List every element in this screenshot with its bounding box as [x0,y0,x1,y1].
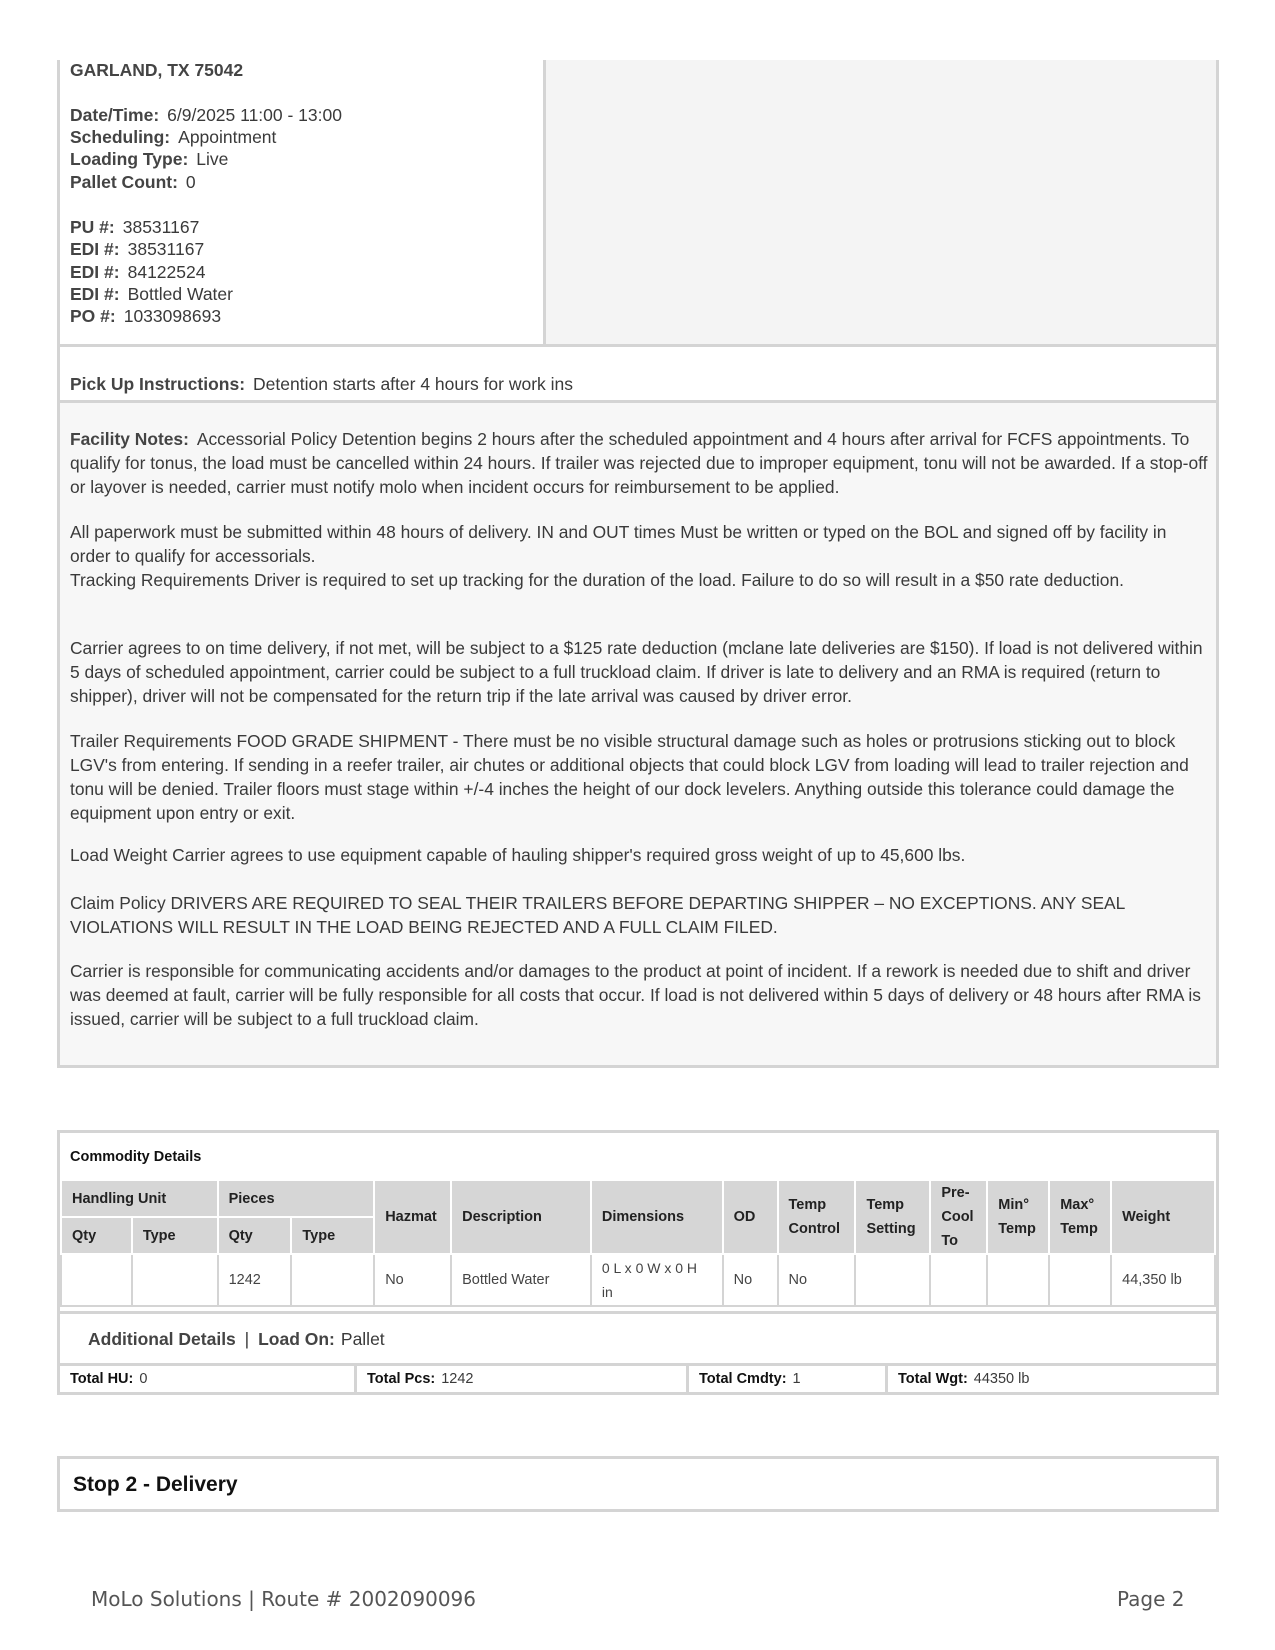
edi-row-3 [70,284,233,305]
facility-notes-paragraph-7: Claim Policy DRIVERS ARE REQUIRED TO SEAL THEIR TRAILERS BEFORE DEPARTING SHIPPER – NO EXCEPTIONS. ANY SEAL VIOLATIONS WILL RESULT IN THE LOAD BEING REJECTED AND A FULL CLAIM FILED. [70,893,1125,937]
facility-notes-text-1: Accessorial Policy Detention begins 2 hours after the scheduled appointment and 4 hours after arrival for FCFS appointments. To qualify for tonus, the load must be cancelled within 24 hours. If trailer was rejected due to improper equipment, tonu will not be awarded. If a stop-off or layover is needed, carrier must notify molo when incident occurs for reimbursement to be applied. [70,429,1208,497]
header-line: Control [788,1221,841,1237]
pieces-header: Pieces [218,1180,375,1217]
city-state-zip: GARLAND, TX 75042 [70,60,244,80]
total-wgt [888,1366,1029,1392]
facility-notes-paragraph-6: Load Weight Carrier agrees to use equipment capable of hauling shipper's required gross weight of up to 45,600 lbs. [70,845,966,865]
header-line: Max° [1060,1197,1095,1213]
header-line: Cool [941,1209,974,1225]
loading-type-row [70,149,228,170]
edi-label: EDI #: [70,239,120,259]
dimensions-cell [591,1254,723,1306]
header-line: Min° [998,1197,1030,1213]
od-header: OD [723,1180,778,1254]
loading-type-label: Loading Type: [70,149,189,169]
pu-row [70,217,199,238]
total-cmdty-label: Total Cmdty: [699,1371,787,1387]
header-line: To [941,1233,958,1249]
pu-value: 38531167 [122,217,200,237]
header-line: Temp [866,1197,905,1213]
total-cmdty-value: 1 [792,1371,801,1387]
header-line: Temp [788,1197,827,1213]
total-pcs [357,1366,473,1392]
hazmat-header: Hazmat [374,1180,451,1254]
shipper-details [60,60,543,344]
weight-header: Weight [1111,1180,1215,1254]
facility-notes-paragraph-3: Tracking Requirements Driver is required to set up tracking for the duration of the load. Failure to do so will result in a $50 rate deduction. [70,570,1124,590]
facility-notes-paragraph-5: Trailer Requirements FOOD GRADE SHIPMENT - There must be no visible structural damage such as holes or protrusions sticking out to block LGV's from entering. If sending in a reefer trailer, air chutes or additional objects that could block LGV from loading will lead to trailer rejection and tonu will be denied. Trailer floors must stage within +/-4 inches the height of our dock levelers. Anything outside this tolerance could damage the equipment upon entry or exit. [70,731,1189,823]
total-wgt-label: Total Wgt: [898,1371,968,1387]
total-wgt-value: 44350 lb [973,1371,1030,1387]
scheduling-label: Scheduling: [70,127,171,147]
edi-label: EDI #: [70,262,120,282]
date-time-value: 6/9/2025 11:00 - 13:00 [167,105,342,125]
pallet-count-value: 0 [185,172,196,192]
header-line: Temp [998,1221,1036,1237]
pcs-type-cell [291,1254,374,1306]
hu-qty-header: Qty [61,1217,132,1254]
edi-value: 38531167 [127,239,205,259]
edi-row-1 [70,239,204,260]
facility-notes-paragraph-4: Carrier agrees to on time delivery, if not met, will be subject to a $125 rate deduction (mclane late deliveries are $150). If load is not delivered within 5 days of scheduled appointment, carrier could be subject to a full truckload claim. If driver is late to delivery and an RMA is required (return to shipper), driver will not be compensated for the return trip if the late arrival was caused by driver error. [70,638,1203,706]
pcs-qty-header: Qty [218,1217,292,1254]
edi-value: 84122524 [127,262,206,282]
facility-notes-paragraph-2: All paperwork must be submitted within 48 hours of delivery. IN and OUT times Must be written or typed on the BOL and signed off by facility in order to qualify for accessorials. [70,522,1167,566]
od-cell: No [723,1254,778,1306]
temp-control-cell: No [778,1254,856,1306]
hu-type-header: Type [132,1217,218,1254]
shipper-side-panel [543,60,1216,344]
edi-row-2 [70,262,205,283]
total-hu [60,1366,147,1392]
min-temp-cell [987,1254,1049,1306]
hu-type-cell [132,1254,218,1306]
facility-notes-paragraph-1 [70,427,1210,499]
additional-details [60,1311,1216,1366]
facility-notes-label: Facility Notes: [70,429,189,449]
pcs-qty-cell: 1242 [218,1254,292,1306]
footer-route: MoLo Solutions | Route # 2002090096 [91,1587,476,1611]
temp-control-header [778,1180,856,1254]
description-cell: Bottled Water [451,1254,591,1306]
stop-2-section [57,1456,1219,1512]
max-temp-cell [1049,1254,1111,1306]
dimensions-line: 0 L x 0 W x 0 H [601,1260,698,1276]
pickup-instructions-value: Detention starts after 4 hours for work ins [253,374,574,394]
shipper-block [57,60,1219,347]
temp-setting-cell [855,1254,930,1306]
pickup-instructions-row [70,374,573,395]
pickup-instructions [57,347,1219,403]
scheduling-row [70,127,276,148]
edi-label: EDI #: [70,284,120,304]
commodity-details [57,1130,1219,1395]
total-pcs-label: Total Pcs: [367,1371,436,1387]
description-header: Description [451,1180,591,1254]
date-time-row [70,105,342,126]
additional-details-separator: | [244,1329,250,1349]
dimensions-header: Dimensions [591,1180,723,1254]
commodity-totals [60,1366,1216,1392]
hu-qty-cell [61,1254,132,1306]
header-line: Temp [1060,1221,1098,1237]
total-pcs-value: 1242 [441,1371,474,1387]
commodity-table [60,1179,1216,1307]
commodity-details-title: Commodity Details [70,1149,202,1165]
precool-header [930,1180,987,1254]
scheduling-value: Appointment [178,127,277,147]
additional-details-label: Additional Details [88,1329,236,1349]
max-temp-header [1049,1180,1111,1254]
footer-page-number: Page 2 [1117,1587,1185,1611]
edi-value: Bottled Water [127,284,233,304]
additional-details-row [88,1329,385,1350]
po-row [70,306,221,327]
header-line: Setting [866,1221,916,1237]
stop-2-title: Stop 2 - Delivery [73,1473,238,1496]
pu-label: PU #: [70,217,115,237]
pcs-type-header: Type [291,1217,374,1254]
loading-type-value: Live [196,149,229,169]
hazmat-cell: No [374,1254,451,1306]
load-on-value: Pallet [340,1329,385,1349]
total-hu-value: 0 [139,1371,148,1387]
pallet-count-label: Pallet Count: [70,172,178,192]
precool-cell [930,1254,987,1306]
pallet-count-row [70,172,196,193]
facility-notes [57,403,1219,1068]
date-time-label: Date/Time: [70,105,160,125]
pickup-instructions-label: Pick Up Instructions: [70,374,246,394]
dimensions-unit: in [601,1284,613,1300]
header-line: Pre- [941,1185,970,1201]
load-on-label: Load On: [258,1329,335,1349]
commodity-header-row-1 [61,1180,1215,1217]
min-temp-header [987,1180,1049,1254]
total-cmdty [689,1366,801,1392]
temp-setting-header [855,1180,930,1254]
handling-unit-header: Handling Unit [61,1180,218,1217]
weight-cell: 44,350 lb [1111,1254,1215,1306]
table-row [61,1254,1215,1306]
po-value: 1033098693 [123,306,222,326]
facility-notes-paragraph-8: Carrier is responsible for communicating accidents and/or damages to the product at point of incident. If a rework is needed due to shift and driver was deemed at fault, carrier will be fully responsible for all costs that occur. If load is not delivered within 5 days of delivery or 48 hours after RMA is issued, carrier will be subject to a full truckload claim. [70,961,1201,1029]
po-label: PO #: [70,306,116,326]
total-hu-label: Total HU: [70,1371,134,1387]
